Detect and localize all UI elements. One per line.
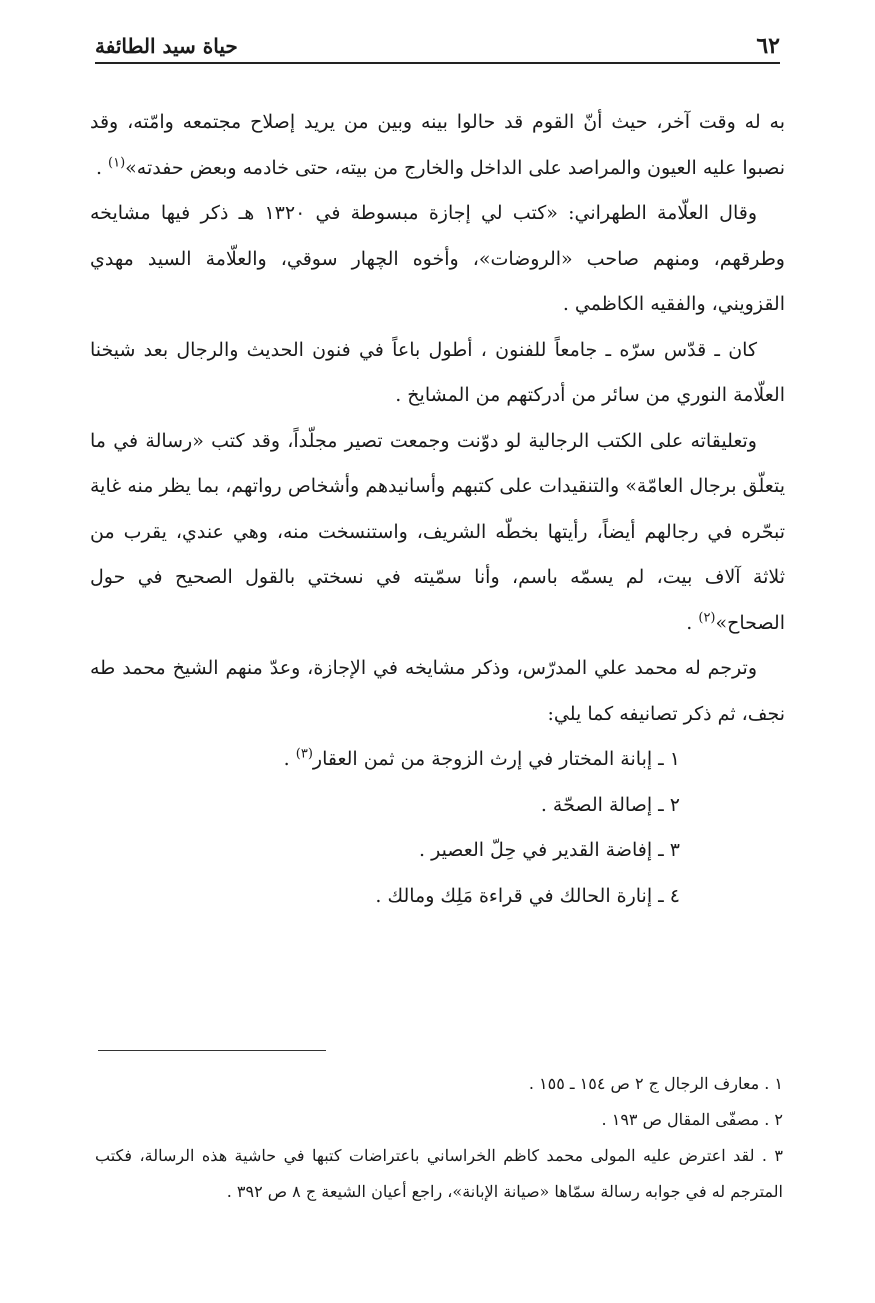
list-item-1-tail: . [283,748,296,770]
list-item-2: ٢ ـ إصالة الصحّة . [540,793,680,816]
footnote-separator [98,1050,326,1051]
list-item-3: ٣ ـ إفاضة القدير في حِلّ العصير . [419,839,680,861]
footnote-ref-3: (٣) [295,746,313,762]
footnote-3: ٣ . لقد اعترض عليه المولى محمد كاظم الخراساني باعتراضات كتبها في حاشية هذه الرسالة، فكتب المترجم له في جوابه رسالة سمّاها «صيانة الإبانة»، راجع أعيان الشيعة ج ٨ ص ٣٩٢ . [95,1146,783,1201]
footnotes [95,1066,783,1210]
footnote-ref-1: (١) [108,155,126,171]
paragraph-4-tail: . [686,611,699,634]
paragraph-4 [90,419,785,647]
list-item-1 [90,737,785,783]
paragraph-1-tail: . [95,156,109,179]
paragraph-2: وقال العلّامة الطهراني: «كتب لي إجازة مبسوطة في ١٣٢٠ هـ ذكر فيها مشايخه وطرقهم، ومنهم صاحب «الروضات»، وأخوه الچهار سوقي، والعلّامة السيد مهدي القزويني، والفقيه الكاظمي . [90,202,785,315]
footnote-ref-2: (٢) [698,610,716,626]
main-text [90,100,785,919]
page-number: ٦٢ [756,33,780,59]
paragraph-4-text: وتعليقاته على الكتب الرجالية لو دوّنت وجمعت تصير مجلّداً، وقد كتب «رسالة في ما يتعلّق برجال العامّة» والتنقيدات على كتبهم وأسانيدهم وأشخاص رواتهم، بما يظر منه غاية تبحّره في رجالهم أيضاً، رأيتها بخطّه الشريف، واستنسخت منه، وهي عندي، يقرب من ثلاثة آلاف بيت، لم يسمّه باسم، وأنا سمّيته في نسختي بالقول الصحيح في حول الصحاح» [90,429,785,634]
list-item-4: ٤ ـ إنارة الحالك في قراءة مَلِك ومالك . [375,884,680,907]
running-title: حياة سيد الطائفة [95,34,238,58]
paragraph-3: كان ـ قدّس سرّه ـ جامعاً للفنون ، أطول باعاً في فنون الحديث والرجال بعد شيخنا العلّامة النوري من سائر من أدركتهم من المشايخ . [90,338,785,406]
footnote-2: ٢ . مصفّى المقال ص ١٩٣ . [601,1110,783,1129]
paragraph-1-text: به له وقت آخر، حيث أنّ القوم قد حالوا بينه وبين من يريد إصلاح مجتمعه وامّته، وقد نصبوا عليه العيون والمراصد على الداخل والخارج من بيته، حتى خادمه وبعض حفدته» [90,111,785,179]
paragraph-1 [90,100,785,191]
footnote-1: ١ . معارف الرجال ج ٢ ص ١٥٤ ـ ١٥٥ . [528,1074,783,1093]
paragraph-5: وترجم له محمد علي المدرّس، وذكر مشايخه في الإجازة، وعدّ منهم الشيخ محمد طه نجف، ثم ذكر تصانيفه كما يلي: [90,657,785,725]
list-item-1-text: ١ ـ إبانة المختار في إرث الزوجة من ثمن العقار [312,748,680,770]
page-header [95,30,780,64]
